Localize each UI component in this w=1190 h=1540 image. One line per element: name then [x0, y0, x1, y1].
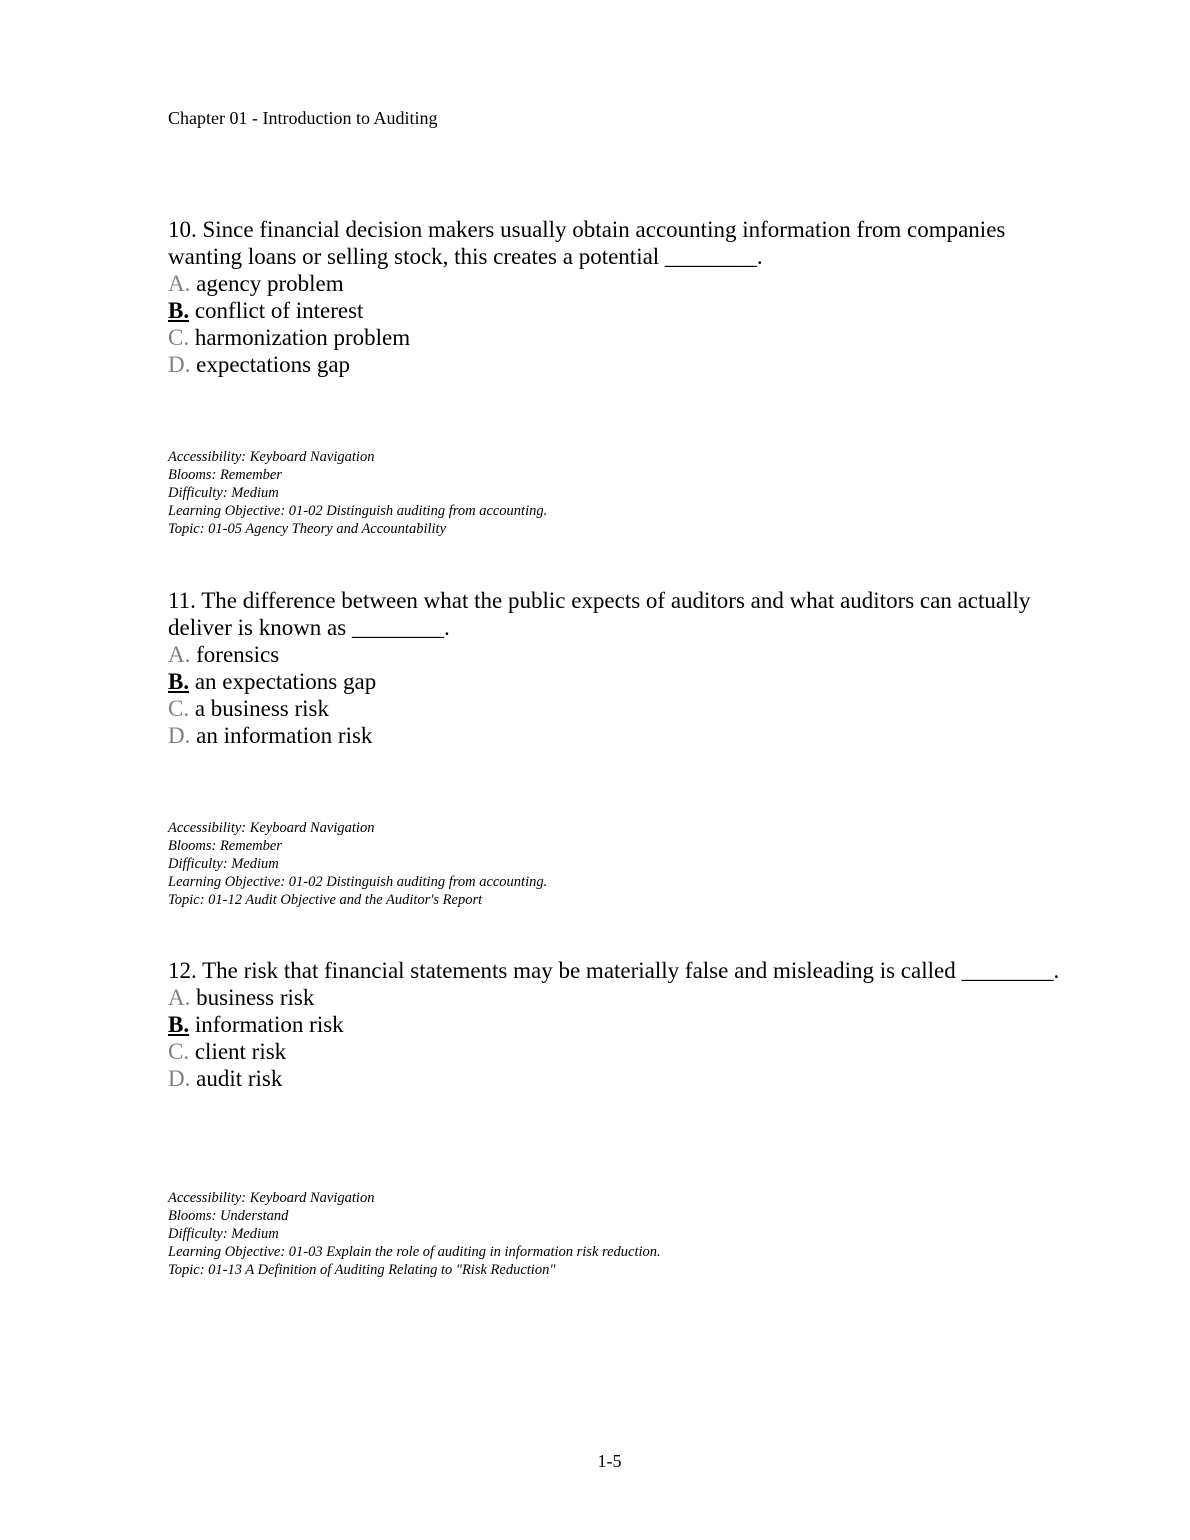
choice-b	[168, 668, 1068, 695]
choice-c	[168, 324, 1068, 351]
choice-letter: D.	[168, 352, 191, 377]
choice-letter: D.	[168, 1066, 191, 1091]
choice-text: audit risk	[196, 1066, 283, 1091]
meta-accessibility: Accessibility: Keyboard Navigation	[168, 820, 375, 836]
choice-letter: C.	[168, 696, 190, 721]
choice-text: client risk	[194, 1039, 287, 1064]
meta-blooms: Blooms: Understand	[168, 1208, 289, 1224]
choice-text: conflict of interest	[194, 298, 364, 323]
meta-difficulty: Difficulty: Medium	[168, 856, 279, 872]
correct-choice-letter: B.	[168, 669, 190, 694]
answer-choices	[168, 270, 1068, 378]
choice-a	[168, 641, 1068, 668]
question-metadata	[168, 448, 547, 538]
question-12	[168, 957, 1068, 1092]
choice-letter: A.	[168, 271, 191, 296]
question-stem: 11. The difference between what the public expects of auditors and what auditors can actually deliver is known as ________.	[168, 588, 1031, 640]
meta-difficulty: Difficulty: Medium	[168, 485, 279, 501]
choice-c	[168, 1038, 1068, 1065]
choice-text: an expectations gap	[194, 669, 377, 694]
choice-c	[168, 695, 1068, 722]
running-header: Chapter 01 - Introduction to Auditing	[168, 108, 438, 128]
choice-text: an information risk	[196, 723, 373, 748]
choice-text: business risk	[196, 985, 315, 1010]
choice-letter: D.	[168, 723, 191, 748]
question-stem: 10. Since financial decision makers usually obtain accounting information from companies wanting loans or selling stock, this creates a potential ________.	[168, 217, 1006, 269]
choice-a	[168, 270, 1068, 297]
choice-text: forensics	[196, 642, 280, 667]
meta-accessibility: Accessibility: Keyboard Navigation	[168, 449, 375, 465]
meta-learning-objective: Learning Objective: 01-03 Explain the role of auditing in information risk reduction.	[168, 1244, 661, 1260]
correct-choice-letter: B.	[168, 298, 190, 323]
choice-a	[168, 984, 1068, 1011]
page-number: 1-5	[597, 1451, 622, 1471]
question-10	[168, 216, 1068, 378]
meta-blooms: Blooms: Remember	[168, 467, 282, 483]
correct-choice-letter: B.	[168, 1012, 190, 1037]
question-11	[168, 587, 1068, 749]
choice-text: a business risk	[194, 696, 330, 721]
question-metadata	[168, 1189, 661, 1279]
answer-choices	[168, 984, 1068, 1092]
question-metadata	[168, 819, 547, 909]
choice-d	[168, 351, 1068, 378]
choice-letter: C.	[168, 1039, 190, 1064]
choice-text: information risk	[194, 1012, 344, 1037]
meta-topic: Topic: 01-12 Audit Objective and the Auditor's Report	[168, 892, 483, 908]
meta-accessibility: Accessibility: Keyboard Navigation	[168, 1190, 375, 1206]
choice-d	[168, 722, 1068, 749]
choice-letter: C.	[168, 325, 190, 350]
meta-difficulty: Difficulty: Medium	[168, 1226, 279, 1242]
choice-letter: A.	[168, 985, 191, 1010]
meta-learning-objective: Learning Objective: 01-02 Distinguish auditing from accounting.	[168, 503, 548, 519]
choice-text: agency problem	[196, 271, 344, 296]
answer-choices	[168, 641, 1068, 749]
choice-letter: A.	[168, 642, 191, 667]
meta-blooms: Blooms: Remember	[168, 838, 282, 854]
choice-b	[168, 1011, 1068, 1038]
meta-learning-objective: Learning Objective: 01-02 Distinguish auditing from accounting.	[168, 874, 548, 890]
choice-b	[168, 297, 1068, 324]
choice-d	[168, 1065, 1068, 1092]
choice-text: expectations gap	[196, 352, 351, 377]
question-stem: 12. The risk that financial statements may be materially false and misleading is called ________.	[168, 958, 1060, 983]
choice-text: harmonization problem	[194, 325, 411, 350]
meta-topic: Topic: 01-13 A Definition of Auditing Relating to "Risk Reduction"	[168, 1262, 556, 1278]
meta-topic: Topic: 01-05 Agency Theory and Accountability	[168, 521, 447, 537]
